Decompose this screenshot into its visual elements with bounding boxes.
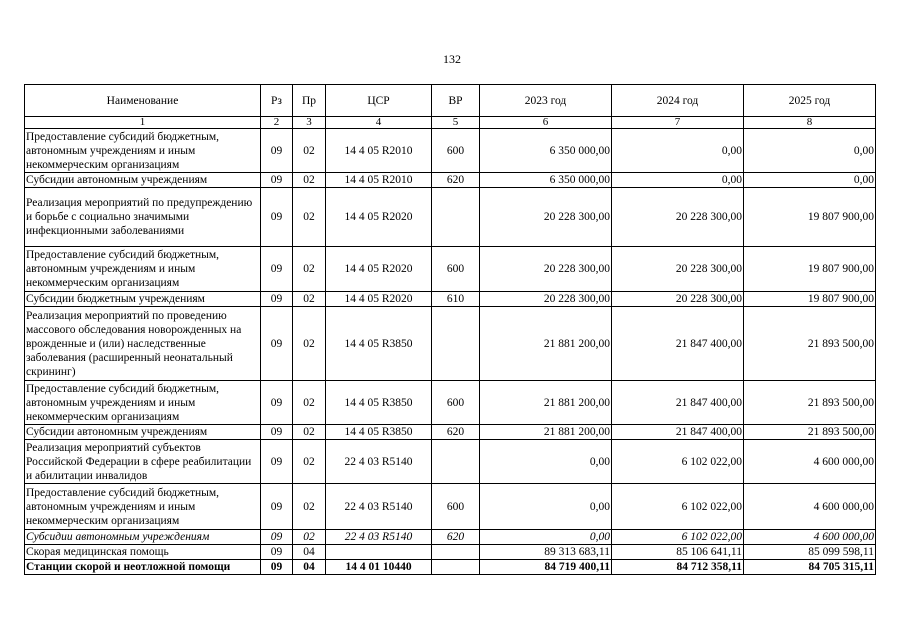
column-number: 4: [326, 117, 432, 129]
header-2023: 2023 год: [480, 85, 612, 117]
cell-pr: 02: [293, 188, 326, 247]
cell-vr: 600: [432, 484, 480, 530]
column-number-row: [25, 117, 876, 129]
cell-pr: 02: [293, 440, 326, 484]
table-row: [25, 188, 876, 247]
cell-vr: 620: [432, 425, 480, 440]
cell-rz: 09: [261, 247, 293, 292]
cell-2025: 19 807 900,00: [744, 247, 876, 292]
cell-csr: [326, 545, 432, 560]
cell-2024: 0,00: [612, 129, 744, 173]
cell-vr: 600: [432, 247, 480, 292]
cell-rz: 09: [261, 560, 293, 575]
column-number: 6: [480, 117, 612, 129]
cell-2023: 20 228 300,00: [480, 247, 612, 292]
cell-vr: [432, 188, 480, 247]
cell-rz: 09: [261, 530, 293, 545]
cell-2024: 20 228 300,00: [612, 292, 744, 307]
cell-vr: [432, 545, 480, 560]
cell-name: Субсидии автономным учреждениям: [25, 425, 261, 440]
table-row: [25, 530, 876, 545]
table-row: [25, 307, 876, 381]
cell-2024: 21 847 400,00: [612, 425, 744, 440]
header-name: Наименование: [25, 85, 261, 117]
budget-table: [24, 84, 876, 575]
cell-2023: 6 350 000,00: [480, 173, 612, 188]
table-row: [25, 560, 876, 575]
cell-name: Реализация мероприятий субъектов Российской Федерации в сфере реабилитации и абилитации инвалидов: [25, 440, 261, 484]
column-number: 8: [744, 117, 876, 129]
page-number: 132: [443, 52, 461, 66]
cell-2025: 0,00: [744, 173, 876, 188]
table-row: [25, 129, 876, 173]
cell-2024: 0,00: [612, 173, 744, 188]
cell-2025: 4 600 000,00: [744, 530, 876, 545]
cell-2024: 6 102 022,00: [612, 440, 744, 484]
cell-pr: 02: [293, 307, 326, 381]
cell-csr: 14 4 05 R3850: [326, 425, 432, 440]
cell-2025: 4 600 000,00: [744, 484, 876, 530]
header-pr: Пр: [293, 85, 326, 117]
header-vr: ВР: [432, 85, 480, 117]
cell-2023: 20 228 300,00: [480, 188, 612, 247]
cell-2023: 0,00: [480, 440, 612, 484]
cell-2024: 21 847 400,00: [612, 307, 744, 381]
cell-vr: [432, 560, 480, 575]
table-row: [25, 440, 876, 484]
cell-2025: 84 705 315,11: [744, 560, 876, 575]
cell-vr: [432, 440, 480, 484]
column-number: 3: [293, 117, 326, 129]
table-row: [25, 484, 876, 530]
table-body: [25, 129, 876, 575]
cell-vr: [432, 307, 480, 381]
cell-name: Субсидии автономным учреждениям: [25, 530, 261, 545]
cell-csr: 22 4 03 R5140: [326, 484, 432, 530]
cell-pr: 04: [293, 560, 326, 575]
column-number: 2: [261, 117, 293, 129]
cell-pr: 04: [293, 545, 326, 560]
cell-name: Реализация мероприятий по проведению массового обследования новорожденных на врожденные и (или) наследственные заболевания (расширенный неонатальный скрининг): [25, 307, 261, 381]
cell-pr: 02: [293, 425, 326, 440]
cell-2025: 19 807 900,00: [744, 292, 876, 307]
cell-rz: 09: [261, 440, 293, 484]
cell-csr: 14 4 05 R2010: [326, 173, 432, 188]
cell-pr: 02: [293, 484, 326, 530]
cell-csr: 22 4 03 R5140: [326, 440, 432, 484]
table-row: [25, 173, 876, 188]
header-2025: 2025 год: [744, 85, 876, 117]
cell-pr: 02: [293, 247, 326, 292]
cell-2025: 19 807 900,00: [744, 188, 876, 247]
cell-pr: 02: [293, 381, 326, 425]
column-number: 5: [432, 117, 480, 129]
cell-rz: 09: [261, 381, 293, 425]
cell-2025: 85 099 598,11: [744, 545, 876, 560]
cell-csr: 14 4 05 R2020: [326, 292, 432, 307]
cell-name: Предоставление субсидий бюджетным, автономным учреждениям и иным некоммерческим организациям: [25, 247, 261, 292]
table-row: [25, 247, 876, 292]
cell-name: Реализация мероприятий по предупреждению и борьбе с социально значимыми инфекционными заболеваниями: [25, 188, 261, 247]
table-row: [25, 292, 876, 307]
header-2024: 2024 год: [612, 85, 744, 117]
cell-csr: 14 4 05 R2010: [326, 129, 432, 173]
cell-2024: 85 106 641,11: [612, 545, 744, 560]
cell-2023: 21 881 200,00: [480, 425, 612, 440]
cell-name: Субсидии автономным учреждениям: [25, 173, 261, 188]
cell-2025: 21 893 500,00: [744, 425, 876, 440]
cell-csr: 14 4 05 R2020: [326, 188, 432, 247]
cell-rz: 09: [261, 292, 293, 307]
cell-2025: 21 893 500,00: [744, 381, 876, 425]
cell-vr: 610: [432, 292, 480, 307]
cell-pr: 02: [293, 173, 326, 188]
cell-rz: 09: [261, 307, 293, 381]
cell-2023: 0,00: [480, 484, 612, 530]
cell-pr: 02: [293, 129, 326, 173]
cell-rz: 09: [261, 545, 293, 560]
cell-name: Предоставление субсидий бюджетным, автономным учреждениям и иным некоммерческим организациям: [25, 484, 261, 530]
cell-vr: 620: [432, 173, 480, 188]
cell-2023: 21 881 200,00: [480, 381, 612, 425]
cell-2023: 6 350 000,00: [480, 129, 612, 173]
cell-pr: 02: [293, 292, 326, 307]
cell-2024: 21 847 400,00: [612, 381, 744, 425]
cell-2023: 89 313 683,11: [480, 545, 612, 560]
cell-2023: 0,00: [480, 530, 612, 545]
cell-rz: 09: [261, 173, 293, 188]
header-rz: Рз: [261, 85, 293, 117]
table-row: [25, 381, 876, 425]
cell-2023: 84 719 400,11: [480, 560, 612, 575]
cell-vr: 600: [432, 129, 480, 173]
cell-2024: 84 712 358,11: [612, 560, 744, 575]
cell-csr: 14 4 05 R3850: [326, 307, 432, 381]
cell-name: Станции скорой и неотложной помощи: [25, 560, 261, 575]
cell-rz: 09: [261, 425, 293, 440]
cell-vr: 620: [432, 530, 480, 545]
column-number: 1: [25, 117, 261, 129]
cell-2023: 20 228 300,00: [480, 292, 612, 307]
cell-pr: 02: [293, 530, 326, 545]
cell-2024: 20 228 300,00: [612, 247, 744, 292]
cell-rz: 09: [261, 484, 293, 530]
cell-2024: 6 102 022,00: [612, 530, 744, 545]
cell-rz: 09: [261, 129, 293, 173]
cell-csr: 22 4 03 R5140: [326, 530, 432, 545]
cell-csr: 14 4 01 10440: [326, 560, 432, 575]
table-row: [25, 545, 876, 560]
column-number: 7: [612, 117, 744, 129]
header-row: [25, 85, 876, 117]
header-csr: ЦСР: [326, 85, 432, 117]
cell-2025: 4 600 000,00: [744, 440, 876, 484]
cell-csr: 14 4 05 R3850: [326, 381, 432, 425]
cell-name: Предоставление субсидий бюджетным, автономным учреждениям и иным некоммерческим организациям: [25, 129, 261, 173]
cell-2024: 20 228 300,00: [612, 188, 744, 247]
cell-name: Субсидии бюджетным учреждениям: [25, 292, 261, 307]
cell-2025: 21 893 500,00: [744, 307, 876, 381]
cell-name: Предоставление субсидий бюджетным, автономным учреждениям и иным некоммерческим организациям: [25, 381, 261, 425]
cell-rz: 09: [261, 188, 293, 247]
table-row: [25, 425, 876, 440]
cell-name: Скорая медицинская помощь: [25, 545, 261, 560]
cell-2025: 0,00: [744, 129, 876, 173]
cell-2023: 21 881 200,00: [480, 307, 612, 381]
cell-2024: 6 102 022,00: [612, 484, 744, 530]
cell-csr: 14 4 05 R2020: [326, 247, 432, 292]
cell-vr: 600: [432, 381, 480, 425]
